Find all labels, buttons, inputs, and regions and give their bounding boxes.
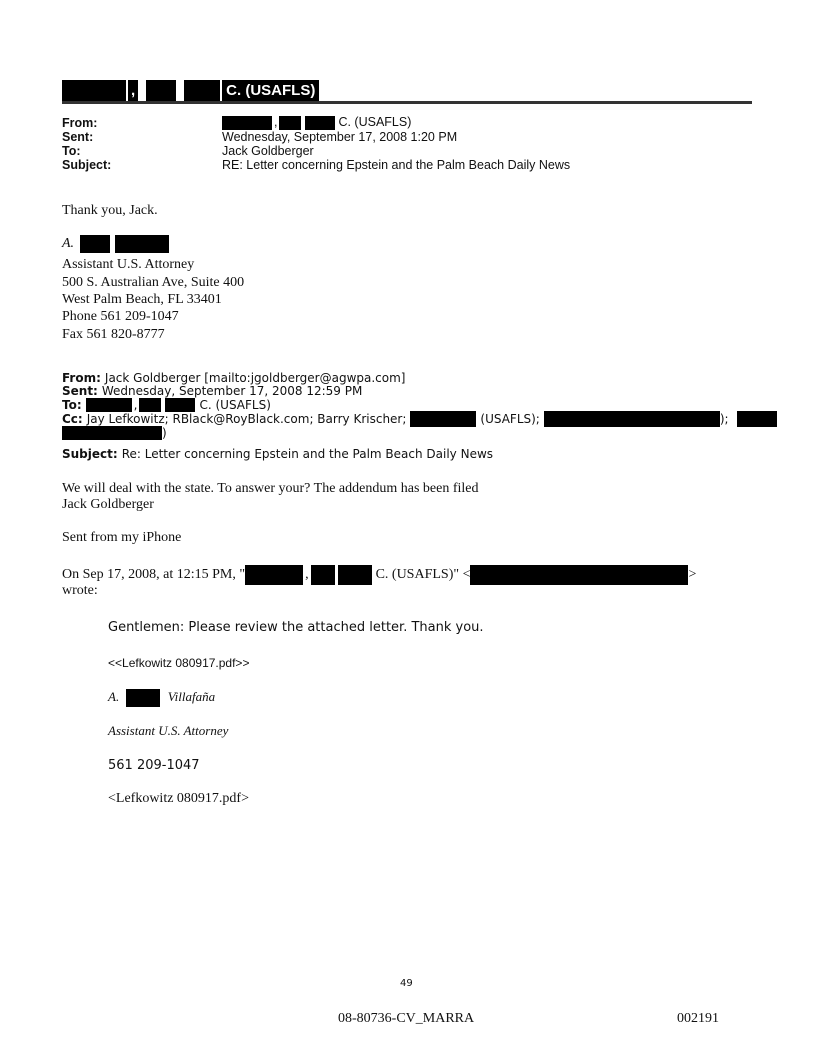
sig-fax: Fax 561 820-8777 [62, 327, 165, 342]
title-rule [62, 101, 752, 104]
redaction-block [126, 689, 160, 707]
from-suffix: C. (USAFLS) [338, 115, 412, 129]
sent-value: Wednesday, September 17, 2008 1:20 PM [222, 130, 458, 144]
sig-phone: Phone 561 209-1047 [62, 309, 179, 324]
sig-address2: West Palm Beach, FL 33401 [62, 292, 222, 307]
reply-line2: Jack Goldberger [62, 497, 154, 512]
from-label: From: [62, 116, 98, 130]
quoted-sent-label: Sent: [62, 384, 98, 398]
inner-sig-surname: Villafaña [167, 689, 216, 704]
quoted-to-comma: , [133, 398, 138, 412]
title-line [62, 80, 319, 102]
reply-sent-from: Sent from my iPhone [62, 530, 182, 545]
quoted-from-label: From: [62, 371, 101, 385]
redaction-block [146, 80, 176, 102]
quoted-subject [62, 445, 493, 463]
quoted-cc-label: Cc: [62, 412, 83, 426]
inner-sig-name [108, 689, 215, 707]
case-number: 08-80736-CV_MARRA [338, 1011, 475, 1026]
reply-on-prefix: On Sep 17, 2008, at 12:15 PM, " [62, 567, 246, 583]
sig-initial-line [62, 235, 169, 253]
from-value [222, 115, 411, 130]
quoted-cc-cont [62, 424, 167, 442]
reply-on-close: > [688, 567, 697, 583]
quoted-subject-label: Subject: [62, 447, 118, 461]
quoted-subject-value: Re: Letter concerning Epstein and the Palm Beach Daily News [121, 447, 494, 461]
redaction-block [470, 565, 688, 585]
title-suffix: C. (USAFLS) [222, 80, 319, 102]
subject-label: Subject: [62, 158, 112, 172]
quoted-cc-part3: ); [719, 412, 729, 426]
inner-attachment1: <<Lefkowitz 080917.pdf>> [108, 656, 250, 670]
sent-label: Sent: [62, 130, 94, 144]
redaction-block [62, 80, 126, 102]
redaction-block [544, 411, 720, 427]
quoted-to-suffix: C. (USAFLS) [199, 398, 271, 412]
inner-attachment2: <Lefkowitz 080917.pdf> [108, 791, 249, 806]
quoted-cc [62, 410, 777, 428]
reply-wrote: wrote: [62, 583, 98, 598]
redaction-block [305, 116, 335, 130]
redaction-block [410, 411, 476, 427]
redaction-block [737, 411, 777, 427]
to-label: To: [62, 144, 81, 158]
quoted-cc-part1: Jay Lefkowitz; RBlack@RoyBlack.com; Barry Krischer; [86, 412, 407, 426]
bates-number: 002191 [677, 1011, 719, 1026]
page-number: 49 [400, 978, 413, 989]
redaction-block [245, 565, 303, 585]
redaction-block [184, 80, 220, 102]
redaction-block [115, 235, 169, 253]
inner-message: Gentlemen: Please review the attached letter. Thank you. [108, 620, 484, 635]
redaction-block [311, 565, 335, 585]
quoted-cc-part2: (USAFLS); [480, 412, 540, 426]
reply-on-comma: , [305, 567, 309, 583]
from-comma: , [274, 115, 278, 129]
sig-address1: 500 S. Australian Ave, Suite 400 [62, 275, 245, 290]
reply-line1: We will deal with the state. To answer your? The addendum has been filed [62, 481, 479, 496]
title-comma: , [128, 80, 138, 102]
subject-value: RE: Letter concerning Epstein and the Palm Beach Daily News [222, 158, 571, 172]
quoted-to-label: To: [62, 398, 82, 412]
quoted-cc-part4: ) [162, 426, 167, 440]
inner-phone: 561 209-1047 [108, 758, 200, 773]
sig-initial: A. [62, 236, 75, 252]
reply-on-suffix: C. (USAFLS)" < [375, 567, 471, 583]
quoted-from-value: Jack Goldberger [mailto:jgoldberger@agwpa.com] [104, 371, 406, 385]
greeting: Thank you, Jack. [62, 203, 158, 218]
quoted-sent-value: Wednesday, September 17, 2008 12:59 PM [101, 384, 363, 398]
redaction-block [80, 235, 110, 253]
reply-on-line [62, 565, 696, 585]
sig-title: Assistant U.S. Attorney [62, 257, 195, 272]
to-value: Jack Goldberger [222, 144, 314, 158]
redaction-block [62, 426, 162, 440]
inner-sig-title: Assistant U.S. Attorney [108, 723, 229, 738]
inner-sig-initial: A. [108, 689, 120, 704]
redaction-block [222, 116, 272, 130]
redaction-block [338, 565, 372, 585]
redaction-block [279, 116, 301, 130]
